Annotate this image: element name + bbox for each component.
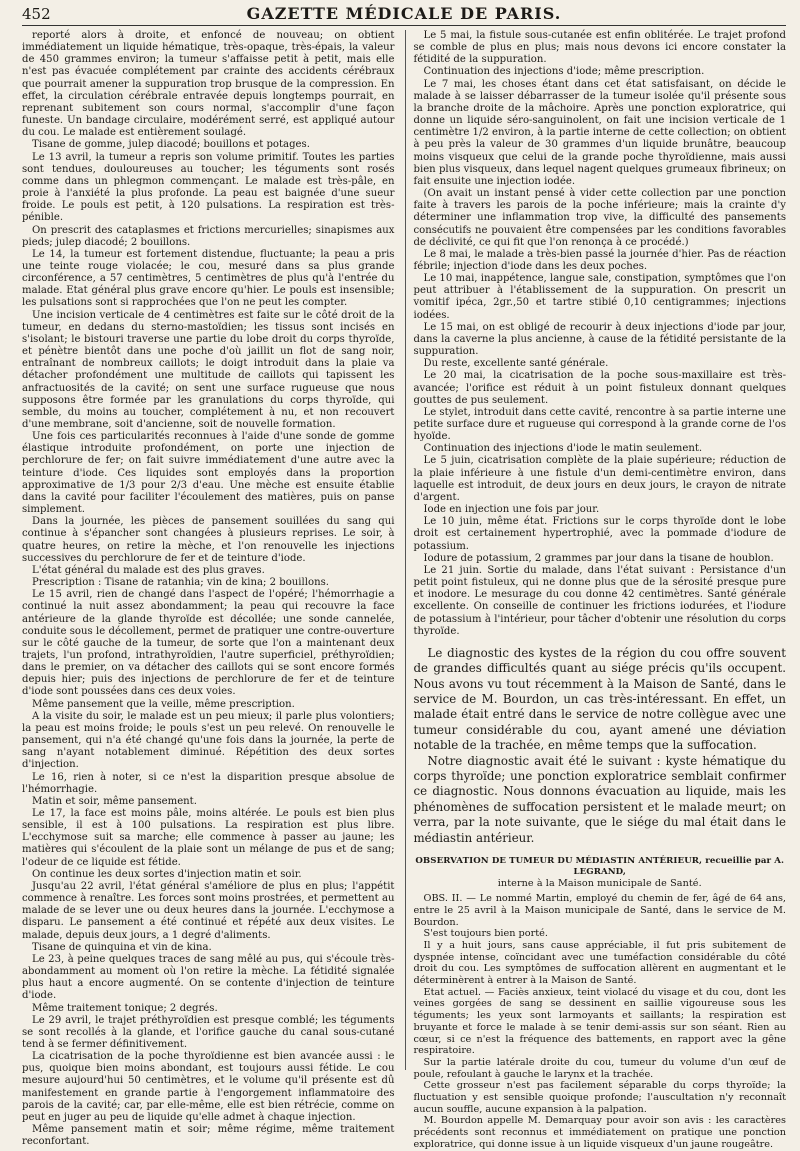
paragraph: Dans la journée, les pièces de pansement souillées du sang qui continue à s'épancher sont changées à plusieurs reprises. Le soir, à quatre heures, on retire la mèche, et l'on renouvelle les injections successives du perchlorure de fer et de teinture d'iode. <box>22 516 395 564</box>
paragraph: L'état général du malade est des plus graves. <box>32 564 265 576</box>
paragraph: Une incision verticale de 4 centimètres est faite sur le côté droit de la tumeur, en dedans du sterno-mastoïdien; les tissus sont incisés en s'isolant; le bistouri traverse une partie du lobe droit du corps thyroïde, et pénètre bientôt dans une poche d'où jaillit un flot de sang noir, entraînant de nombreux caillots; le doigt introduit dans la plaie va détacher profondément une multitude de caillots qui tapissent les anfractuosités de la cavité; on sent une surface rugueuse que nous supposons être formée par les granulations du corps thyroïde, qui semble, du moins au toucher, complétement à nu, et non recouvert d'une membrane, soit d'ancienne, soit de nouvelle formation. <box>22 309 395 430</box>
paragraph: Même traitement tonique; 2 degrés. <box>32 1002 218 1014</box>
paragraph: On prescrit des cataplasmes et frictions mercurielles; sinapismes aux pieds; julep diacodé; 2 bouillons. <box>22 224 395 248</box>
paragraph: Du reste, excellente santé générale. <box>423 358 609 370</box>
paragraph: Le 13 avril, la tumeur a repris son volume primitif. Toutes les parties sont tendues, douloureuses au toucher; les téguments sont rosés comme dans un phlegmon commençant. Le malade est très-pâle, en proie à l'anxiété la plus profonde. La peau est baignée d'une sueur froide. Le pouls est petit, à 120 pulsations. La respiration est très-pénible. <box>22 151 395 224</box>
paragraph: Le 14, la tumeur est fortement distendue, fluctuante; la peau a pris une teinte rouge violacée; le cou, mesuré dans sa plus grande circonférence, a 57 centimètres, 5 centimètres de plus qu'à l'entrée du malade. Etat général plus grave encore qu'hier. Le pouls est insensible; les pulsations sont si rapprochées que l'on ne peut les compter. <box>22 248 395 309</box>
observation-heading <box>414 856 787 889</box>
paragraph: Continuation des injections d'iode; même prescription. <box>423 66 705 78</box>
paragraph: S'est toujours bien porté. <box>423 928 548 940</box>
paragraph: Le 20 mai, la cicatrisation de la poche sous-maxillaire est très-avancée; l'orifice est réduit à un point fistuleux donnant quelques gouttes de pus seulement. <box>413 370 786 406</box>
paragraph: Matin et soir, même pansement. <box>32 795 197 807</box>
paragraph: Le 7 mai, les choses étant dans cet état satisfaisant, on décide le malade à se laisser débarrasser de la tumeur isolée qu'il présente sous la branche droite de la mâchoire. Après une ponction exploratrice, qui donne un liquide séro-sanguinolent, on fait une incision verticale de 1 centimètre 1/2 environ, à la partie interne de cette collection; on obtient à peu près la valeur de 30 grammes d'un liquide brunâtre, beaucoup moins visqueux que celui de la grande poche thyroïdienne, mais aussi bien plus visqueux, dans lequel nagent quelques grumeaux fibrineux; on fait ensuite une injection iodée. <box>413 78 786 187</box>
paragraph: On continue les deux sortes d'injection matin et soir. <box>32 868 302 880</box>
paragraph: Le 10 mai, inappétence, langue sale, constipation, symptômes que l'on peut attribuer à l'établissement de la suppuration. On prescrit un vomitif ipéca, 2gr.,50 et tartre stibié 0,10 centigrammes; injections iodées. <box>413 273 786 321</box>
paragraph: Le stylet, introduit dans cette cavité, rencontre à sa partie interne une petite surface dure et rugueuse qui correspond à la grande corne de l'os hyoïde. <box>413 406 786 443</box>
paragraph: reporté alors à droite, et enfoncé de nouveau; on obtient immédiatement un liquide hématique, très-opaque, très-épais, la valeur de 450 grammes environ; la tumeur s'affaisse petit à petit, mais elle n'est pas évacuée complétement par crainte des accidents cérébraux que pourrait amener la suppuration trop brusque de la compression. En effet, la circulation cérébrale entravée depuis longtemps pourrait, en reprenant subitement son cours normal, s'accomplir d'une façon funeste. Un bandage circulaire, modérément serré, est appliqué autour du cou. Le malade est entièrement soulagé. <box>22 30 395 139</box>
paragraph: Le 21 juin. Sortie du malade, dans l'état suivant : Persistance d'un petit point fistuleux, qui ne donne plus que de la sérosité presque pure et inodore. Le mesurage du cou donne 42 centimètres. Santé générale excellente. On conseille de continuer les frictions iodurées, et l'iodure de potassium à l'intérieur, pour tâcher d'obtenir une résolution du corps thyroïde. <box>413 564 786 637</box>
paragraph: Cette grosseur n'est pas facilement séparable du corps thyroïde; la fluctuation y est sensible quoique profonde; l'auscultation n'y reconnaît aucun souffle, aucune expansion à la palpation. <box>413 1080 786 1115</box>
observation-subtitle: interne à la Maison municipale de Santé. <box>497 878 702 890</box>
right-column-case-notes <box>414 30 787 638</box>
running-title: GAZETTE MÉDICALE DE PARIS. <box>246 4 562 23</box>
paragraph: OBS. II. — Le nommé Martin, employé du chemin de fer, âgé de 64 ans, entre le 25 avril à la Maison municipale de Santé, dans le service de M. Bourdon. <box>413 893 786 928</box>
text-columns <box>22 30 786 1150</box>
paragraph: Notre diagnostic avait été le suivant : kyste hématique du corps thyroïde; une ponction exploratrice semblait confirmer ce diagnostic. Nous donnons évacuation au liquide, mais les phénomènes de suffocation persistent et le malade meurt; on verra, par la note suivante, que le siége du mal était dans le médiastin antérieur. <box>413 753 786 845</box>
paragraph: Le 8 mai, le malade a très-bien passé la journée d'hier. Pas de réaction fébrile; injection d'iode dans les deux poches. <box>413 248 786 272</box>
paragraph: Iodure de potassium, 2 grammes par jour dans la tisane de houblon. <box>423 552 774 564</box>
paragraph: M. Bourdon appelle M. Demarquay pour avoir son avis : les caractères précédents sont reconnus et immédiatement on pratique une ponction exploratrice, qui donne issue à un liquide visqueux d'un jaune rougeâtre. <box>413 1115 786 1150</box>
paragraph: La cicatrisation de la poche thyroïdienne est bien avancée aussi : le pus, quoique bien moins abondant, est toujours aussi fétide. Le cou mesure aujourd'hui 50 centimètres, et le volume qu'il présente est dû manifestement en grande partie à l'engorgement inflammatoire des parois de la cavité; car, par elle-même, elle est bien rétrécie, comme on peut en juger au peu de liquide qu'elle admet à chaque injection. <box>22 1051 395 1123</box>
paragraph: Tisane de quinquina et vin de kina. <box>32 941 212 953</box>
paragraph: Le 29 avril, le trajet préthyroïdien est presque comblé; les téguments se sont recollés à la glande, et l'orifice gauche du canal sous-cutané tend à se fermer définitivement. <box>22 1014 395 1050</box>
left-column <box>22 30 395 1148</box>
right-column-commentary <box>414 646 787 846</box>
page-number: 452 <box>22 5 51 23</box>
paragraph: Même pansement matin et soir; même régime, même traitement reconfortant. <box>22 1124 395 1148</box>
paragraph: Le 23, à peine quelques traces de sang mêlé au pus, qui s'écoule très-abondamment au moment où l'on retire la mèche. La fétidité signalée plus haut a encore augmenté. On se contente d'injection de teinture d'iode. <box>22 953 395 1002</box>
paragraph: Il y a huit jours, sans cause appréciable, il fut pris subitement de dyspnée intense, coïncidant avec une tuméfaction considérable du côté droit du cou. Les symptômes de suffocation allèrent en augmentant et le déterminèrent à entrer à la Maison de Santé. <box>413 939 786 987</box>
observation-title: OBSERVATION DE TUMEUR DU MÉDIASTIN ANTÉRIEUR, recueillie par A. LEGRAND, <box>415 856 785 878</box>
paragraph: Etat actuel. — Faciès anxieux, teint violacé du visage et du cou, dont les veines gorgées de sang se dessinent en saillie vigoureuse sous les téguments; les yeux sont larmoyants et saillants; la respiration est bruyante et force le malade à se tenir demi-assis sur son séant. Rien au cœur, si ce n'est la fréquence des battements, en rapport avec la gêne respiratoire. <box>413 986 786 1057</box>
paragraph: Même pansement que la veille, même prescription. <box>32 698 295 710</box>
paragraph: Jusqu'au 22 avril, l'état général s'améliore de plus en plus; l'appétit commence à renaître. Les forces sont moins prostrées, et permettent au malade de se lever une ou deux heures dans la journée. L'ecchymose a disparu. Le pansement a été continué et répété aux deux visites. Le malade, depuis deux jours, a 1 degré d'aliments. <box>22 880 395 941</box>
paragraph: Sur la partie latérale droite du cou, tumeur du volume d'un œuf de poule, refoulant à gauche le larynx et la trachée. <box>413 1056 786 1080</box>
paragraph: Le 10 juin, même état. Frictions sur le corps thyroïde dont le lobe droit est certainement hypertrophié, avec la pommade d'iodure de potassium. <box>413 516 786 552</box>
paragraph: Continuation des injections d'iode le matin seulement. <box>423 443 703 455</box>
right-column <box>405 30 787 1150</box>
paragraph: Le 15 mai, on est obligé de recourir à deux injections d'iode par jour, dans la caverne la plus ancienne, à cause de la fétidité persistante de la suppuration. <box>413 321 786 358</box>
paragraph: Le 5 mai, la fistule sous-cutanée est enfin oblitérée. Le trajet profond se comble de plus en plus; mais nous devons ici encore constater la fétidité de la suppuration. <box>413 30 786 66</box>
paragraph: Le 16, rien à noter, si ce n'est la disparition presque absolue de l'hémorrhagie. <box>22 771 395 795</box>
paragraph: Une fois ces particularités reconnues à l'aide d'une sonde de gomme élastique introduite profondément, on porte une injection de perchlorure de fer; on fait suivre immédiatement d'une autre avec la teinture d'iode. Ces liquides sont employés dans la proportion approximative de 1/3 pour 2/3 d'eau. Une mèche est ensuite établie dans la cavité pour faciliter l'écoulement des matières, puis on panse simplement. <box>22 431 395 516</box>
right-column-observation <box>414 893 787 1150</box>
paragraph: Le 17, la face est moins pâle, moins altérée. Le pouls est bien plus sensible, il est à 100 pulsations. La respiration est plus libre. L'ecchymose suit sa marche; elle commence à passer au jaune; les matières qui s'écoulent de la plaie sont un mélange de pus et de sang; l'odeur de ce liquide est fétide. <box>22 808 395 868</box>
paragraph: Iode en injection une fois par jour. <box>423 504 600 516</box>
paragraph: Le 15 avril, rien de changé dans l'aspect de l'opéré; l'hémorrhagie a continué la nuit assez abondamment; la peau qui recouvre la face antérieure de la glande thyroïde est décollée; une sonde cannelée, conduite sous le décollement, permet de pratiquer une contre-ouverture sur le côté gauche de la tumeur, de sorte que l'on a maintenant deux trajets, l'un profond, intrathyroïdien, l'autre superficiel, préthyroïdien; dans le premier, on va détacher des caillots qui se sont encore formés depuis hier; puis des injections de perchlorure de fer et de teinture d'iode sont poussées dans ces deux voies. <box>22 589 395 698</box>
paragraph: (On avait un instant pensé à vider cette collection par une ponction faite à travers les parois de la poche inférieure; mais la crainte d'y déterminer une inflammation trop vive, la difficulté des pansements consécutifs ne pouvaient être compensées par les conditions favorables de déclivité, ce qui fit que l'on renonça à ce procédé.) <box>413 188 786 248</box>
page-header <box>22 4 786 26</box>
paragraph: Prescription : Tisane de ratanhia; vin de kina; 2 bouillons. <box>32 577 329 589</box>
paragraph: Tisane de gomme, julep diacodé; bouillons et potages. <box>32 139 310 151</box>
paragraph: Le diagnostic des kystes de la région du cou offre souvent de grandes difficultés quant au siége précis qu'ils occupent. Nous avons vu tout récemment à la Maison de Santé, dans le service de M. Bourdon, un cas très-intéressant. En effet, un malade était entré dans le service de notre collègue avec une tumeur considérable du cou, ayant amené une déviation notable de la trachée, en même temps que la suffocation. <box>413 645 786 753</box>
paragraph: A la visite du soir, le malade est un peu mieux; il parle plus volontiers; la peau est moins froide; le pouls s'est un peu relevé. On renouvelle le pansement, qui n'a été changé qu'une fois dans la journée, la perte de sang n'ayant notablement diminué. Répétition des deux sortes d'injection. <box>22 710 395 771</box>
paragraph: Le 5 juin, cicatrisation complète de la plaie supérieure; réduction de la plaie inférieure à une fistule d'un demi-centimètre environ, dans laquelle est introduit, de deux jours en deux jours, le crayon de nitrate d'argent. <box>413 455 786 503</box>
